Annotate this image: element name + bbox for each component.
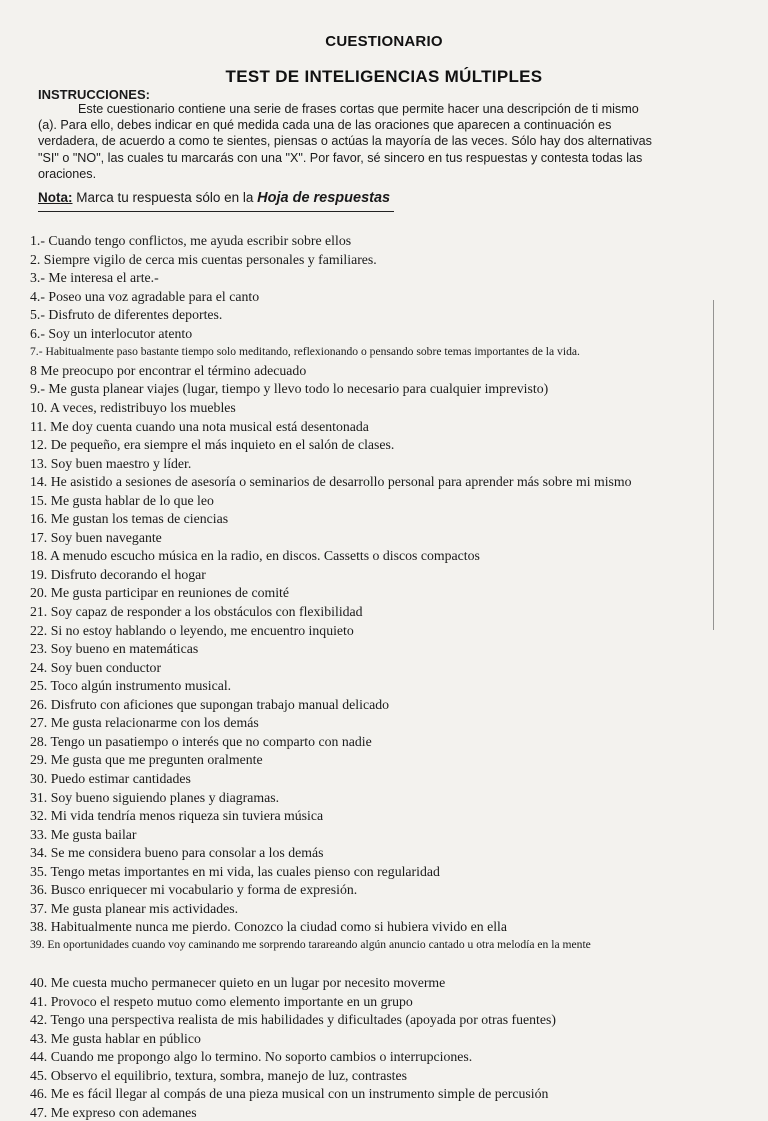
question-text: En oportunidades cuando voy caminando me sorprendo tarareando algún anuncio cantado u otra melodía en la mente (44, 937, 591, 951)
question-text: Soy un interlocutor atento (44, 325, 193, 341)
question-text: Si no estoy hablando o leyendo, me encuentro inquieto (47, 622, 354, 638)
question-item (30, 864, 720, 880)
question-item (30, 456, 720, 472)
question-text: Puedo estimar cantidades (47, 770, 191, 786)
question-number: 32. (30, 808, 48, 824)
question-item (30, 623, 720, 639)
question-text: Me gusta hablar de lo que leo (47, 492, 214, 508)
question-item (30, 511, 720, 527)
question-item (30, 1086, 720, 1102)
question-item (30, 548, 720, 564)
question-item (30, 845, 720, 861)
question-number: 14. (30, 474, 48, 490)
question-number: 41. (30, 993, 48, 1009)
question-number: 12. (30, 437, 48, 453)
question-number: 40. (30, 975, 48, 990)
question-item (30, 790, 720, 806)
question-text: Tengo metas importantes en mi vida, las cuales pienso con regularidad (47, 863, 440, 879)
question-text: Me preocupo por encontrar el término adecuado (36, 362, 307, 378)
question-text: Tengo un pasatiempo o interés que no comparto con nadie (47, 733, 372, 749)
question-number: 18. (30, 548, 48, 564)
question-item (30, 604, 720, 620)
question-text: Me interesa el arte.- (44, 270, 159, 286)
question-text: Disfruto de diferentes deportes. (44, 307, 223, 323)
question-item (30, 567, 720, 583)
question-item (30, 493, 720, 509)
question-item (30, 1068, 720, 1084)
question-item (30, 808, 720, 824)
question-text: Me gustan los temas de ciencias (47, 511, 229, 527)
question-number: 2. (30, 251, 41, 267)
question-item (30, 326, 720, 342)
question-text: Me gusta participar en reuniones de comité (47, 585, 289, 601)
question-text: Siempre vigilo de cerca mis cuentas personales y familiares. (40, 251, 377, 267)
question-text: Me gusta planear mis actividades. (47, 900, 239, 916)
question-text: A veces, redistribuyo los muebles (47, 399, 236, 415)
question-item (30, 882, 720, 898)
question-text: Disfruto con aficiones que supongan trabajo manual delicado (47, 696, 389, 712)
question-number: 46. (30, 1086, 48, 1102)
question-number: 3.- (30, 270, 45, 286)
question-text: Soy buen conductor (47, 659, 162, 675)
question-number: 8 (30, 362, 37, 378)
question-text: Busco enriquecer mi vocabulario y forma de expresión. (47, 882, 358, 898)
question-text: Habitualmente paso bastante tiempo solo meditando, reflexionando o pensando sobre temas importantes de la vida. (42, 345, 580, 359)
question-number: 28. (30, 733, 48, 749)
question-item (30, 678, 720, 694)
question-number: 34. (30, 845, 48, 861)
question-item (30, 400, 720, 416)
question-item (30, 919, 720, 935)
question-item (30, 715, 720, 731)
question-number: 11. (30, 418, 47, 434)
question-number: 29. (30, 752, 48, 768)
question-text: Poseo una voz agradable para el canto (44, 288, 260, 304)
question-number: 22. (30, 622, 48, 638)
question-number: 44. (30, 1049, 48, 1065)
question-number: 19. (30, 566, 48, 582)
question-text: Mi vida tendría menos riqueza sin tuviera música (47, 808, 324, 824)
question-text: He asistido a sesiones de asesoría o seminarios de desarrollo personal para aprender más sobre mi mismo (47, 474, 632, 490)
question-text: Me expreso con ademanes (47, 1104, 197, 1120)
question-number: 24. (30, 659, 48, 675)
question-number: 26. (30, 696, 48, 712)
question-item (30, 419, 720, 435)
question-number: 20. (30, 585, 48, 601)
question-number: 35. (30, 863, 48, 879)
question-item (30, 827, 720, 843)
page-title: CUESTIONARIO (325, 33, 443, 50)
question-item (30, 530, 720, 546)
question-number: 6.- (30, 325, 45, 341)
note-underline (38, 211, 394, 212)
question-text: Me doy cuenta cuando una nota musical está desentonada (46, 418, 369, 434)
note (38, 190, 390, 206)
question-item (30, 1049, 720, 1065)
question-item (30, 660, 720, 676)
question-number: 37. (30, 900, 48, 916)
question-number: 38. (30, 919, 48, 935)
question-item (30, 771, 720, 787)
question-text: Soy capaz de responder a los obstáculos con flexibilidad (47, 604, 363, 619)
question-number: 45. (30, 1067, 48, 1083)
question-item (30, 1105, 720, 1121)
question-number: 9.- (30, 381, 45, 397)
question-item (30, 975, 720, 991)
question-item (30, 363, 720, 379)
question-item (30, 270, 720, 286)
question-number: 42. (30, 1012, 48, 1028)
question-number: 39. (30, 937, 45, 951)
question-item (30, 474, 720, 490)
question-text: De pequeño, era siempre el más inquieto en el salón de clases. (47, 437, 395, 453)
question-item (30, 344, 720, 360)
question-number: 7.- (30, 345, 43, 359)
question-item (30, 901, 720, 917)
question-number: 27. (30, 715, 48, 731)
question-item (30, 289, 720, 305)
question-item (30, 437, 720, 453)
question-text: Me gusta bailar (47, 826, 137, 842)
question-text: Observo el equilibrio, textura, sombra, manejo de luz, contrastes (47, 1067, 408, 1083)
question-number: 47. (30, 1104, 48, 1120)
question-text: Se me considera bueno para consolar a los demás (47, 845, 324, 861)
question-text: Habitualmente nunca me pierdo. Conozco la ciudad como si hubiera vivido en ella (47, 919, 508, 935)
question-number: 30. (30, 770, 48, 786)
question-text: Me gusta planear viajes (lugar, tiempo y llevo todo lo necesario para cualquier imprevisto) (44, 381, 549, 397)
question-number: 17. (30, 529, 48, 545)
question-number: 1.- (30, 233, 45, 248)
question-item (30, 994, 720, 1010)
question-number: 43. (30, 1030, 48, 1046)
question-number: 5.- (30, 307, 45, 323)
question-item (30, 697, 720, 713)
question-number: 10. (30, 399, 48, 415)
question-item (30, 938, 710, 953)
question-text: Me gusta que me pregunten oralmente (47, 752, 263, 768)
question-text: Disfruto decorando el hogar (47, 566, 206, 582)
question-item (30, 585, 720, 601)
question-text: Me gusta relacionarme con los demás (47, 715, 259, 731)
question-text: Me gusta hablar en público (47, 1030, 201, 1046)
question-item (30, 641, 720, 657)
question-number: 13. (30, 455, 48, 471)
question-item (30, 252, 720, 268)
question-text: Soy buen maestro y líder. (47, 455, 192, 471)
question-text: Provoco el respeto mutuo como elemento importante en un grupo (47, 993, 413, 1009)
question-text: Soy bueno siguiendo planes y diagramas. (47, 789, 280, 805)
question-item (30, 734, 720, 750)
question-text: Cuando me propongo algo lo termino. No soporto cambios o interrupciones. (47, 1049, 473, 1065)
question-text: Soy buen navegante (47, 529, 162, 545)
question-number: 15. (30, 492, 48, 508)
question-number: 23. (30, 641, 48, 657)
question-text: Cuando tengo conflictos, me ayuda escribir sobre ellos (44, 233, 352, 248)
question-item (30, 381, 720, 397)
question-text: A menudo escucho música en la radio, en discos. Cassetts o discos compactos (47, 548, 480, 564)
question-number: 31. (30, 789, 48, 805)
question-item (30, 307, 720, 323)
question-item (30, 1012, 720, 1028)
question-text: Tengo una perspectiva realista de mis habilidades y dificultades (apoyada por otras fuentes) (47, 1012, 556, 1028)
question-number: 4.- (30, 288, 45, 304)
question-item (30, 1031, 720, 1047)
question-text: Soy bueno en matemáticas (47, 641, 199, 657)
question-number: 33. (30, 826, 48, 842)
question-number: 36. (30, 882, 48, 898)
question-text: Me cuesta mucho permanecer quieto en un lugar por necesito moverme (47, 975, 446, 990)
note-label: Nota: (38, 190, 73, 205)
question-item (30, 752, 720, 768)
question-text: Me es fácil llegar al compás de una pieza musical con un instrumento simple de percusión (47, 1086, 549, 1102)
note-text: Marca tu respuesta sólo en la (76, 190, 254, 205)
instructions-heading: INSTRUCCIONES: (38, 87, 150, 102)
page-subtitle: TEST DE INTELIGENCIAS MÚLTIPLES (225, 67, 543, 86)
question-item (30, 233, 720, 249)
question-number: 25. (30, 678, 48, 694)
question-number: 16. (30, 511, 48, 527)
note-emphasis: Hoja de respuestas (257, 190, 391, 206)
instructions-body: Este cuestionario contiene una serie de frases cortas que permite hacer una descripción de ti mismo (a). Para ello, debes indicar en qué medida cada una de las oraciones que aparecen a continuación es verdadera, de acuerdo a como te sientes, piensas o actúas la mayoría de las veces. Sólo hay dos alternativas "SI" o "NO", las cuales tu marcarás con una "X". Por favor, sé sincero en tus respuestas y contesta todas las oraciones. (38, 102, 652, 181)
question-number: 21. (30, 604, 48, 619)
question-text: Toco algún instrumento musical. (47, 678, 232, 694)
